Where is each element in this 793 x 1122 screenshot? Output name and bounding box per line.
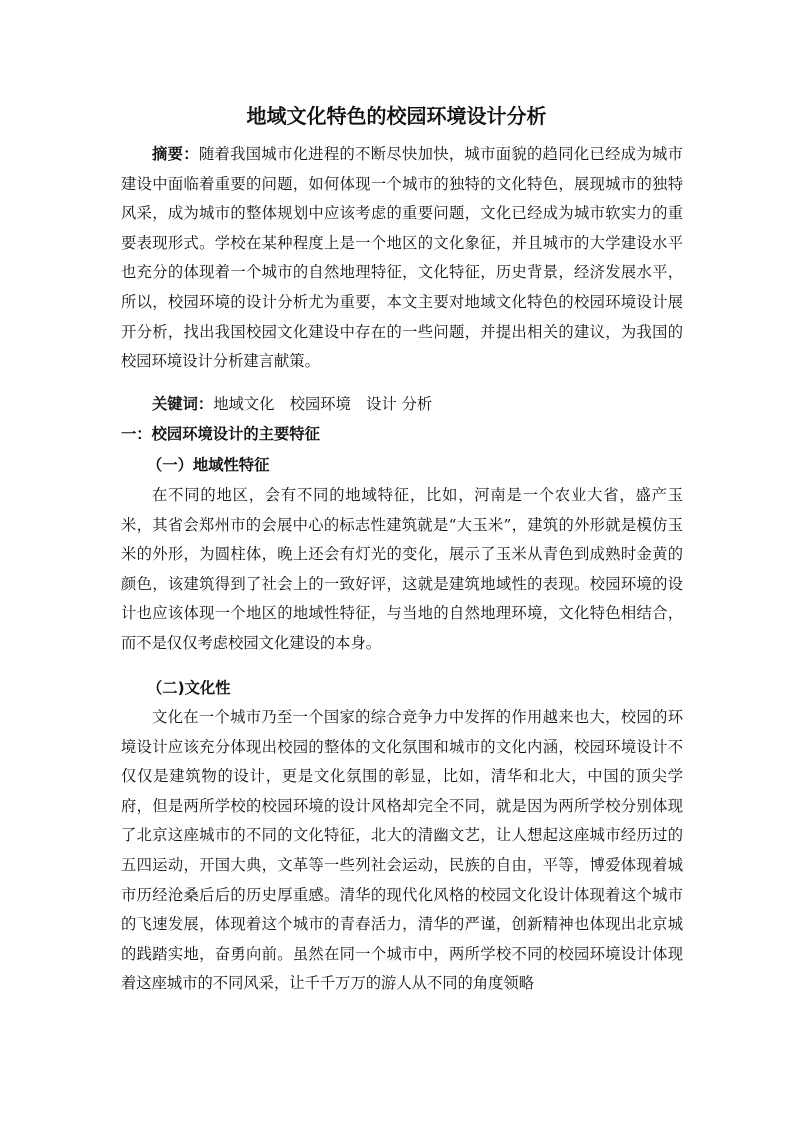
abstract-paragraph [121,140,683,377]
abstract-text: 随着我国城市化进程的不断尽快加快，城市面貌的趋同化已经成为城市建设中面临着重要的问题，如何体现一个城市的独特的文化特色，展现城市的独特风采，成为城市的整体规划中应该考虑的重要问题，文化已经成为城市软实力的重要表现形式。学校在某种程度上是一个地区的文化象征，并且城市的大学建设水平也充分的体现着一个城市的自然地理特征，文化特征，历史背景，经济发展水平，所以，校园环境的设计分析尤为重要，本文主要对地域文化特色的校园环境设计展开分析，找出我国校园文化建设中存在的一些问题，并提出相关的建议，为我国的校园环境设计分析建言献策。 [121,145,683,371]
abstract-label: 摘要： [152,145,199,163]
subsection-heading-2: （二)文化性 [147,679,231,697]
document-title: 地域文化特色的校园环境设计分析 [246,104,547,128]
keywords-paragraph [121,390,683,420]
subsection-1-paragraph: 在不同的地区，会有不同的地域特征，比如，河南是一个农业大省，盛产玉米，其省会郑州市的会展中心的标志性建筑就是“大玉米”，建筑的外形就是模仿玉米的外形，为圆柱体，晚上还会有灯光的变化，展示了玉米从青色到成熟时金黄的颜色，该建筑得到了社会上的一致好评，这就是建筑地域性的表现。校园环境的设计也应该体现一个地区的地域性特征，与当地的自然地理环境，文化特色相结合，而不是仅仅考虑校园文化建设的本身。 [121,486,683,652]
keywords-text: 地域文化 校园环境 设计 分析 [213,395,433,413]
section-heading-1: 一：校园环境设计的主要特征 [121,425,320,443]
keywords-label: 关键词： [152,395,214,413]
subsection-2-paragraph: 文化在一个城市乃至一个国家的综合竞争力中发挥的作用越来也大，校园的环境设计应该充分体现出校园的整体的文化氛围和城市的文化内涵，校园环境设计不仅仅是建筑物的设计，更是文化氛围的彰显，比如，清华和北大，中国的顶尖学府，但是两所学校的校园环境的设计风格却完全不同，就是因为两所学校分别体现了北京这座城市的不同的文化特征，北大的清幽文艺，让人想起这座城市经历过的五四运动，开国大典，文革等一些列社会运动，民族的自由，平等，博爱体现着城市历经沧桑后后的历史厚重感。清华的现代化风格的校园文化设计体现着这个城市的飞速发展，体现着这个城市的青春活力，清华的严谨，创新精神也体现出北京城的践踏实地，奋勇向前。虽然在同一个城市中，两所学校不同的校园环境设计体现着这座城市的不同风采，让千千万万的游人从不同的角度领略 [121,708,683,993]
subsection-heading-1: （一）地域性特征 [147,456,270,474]
